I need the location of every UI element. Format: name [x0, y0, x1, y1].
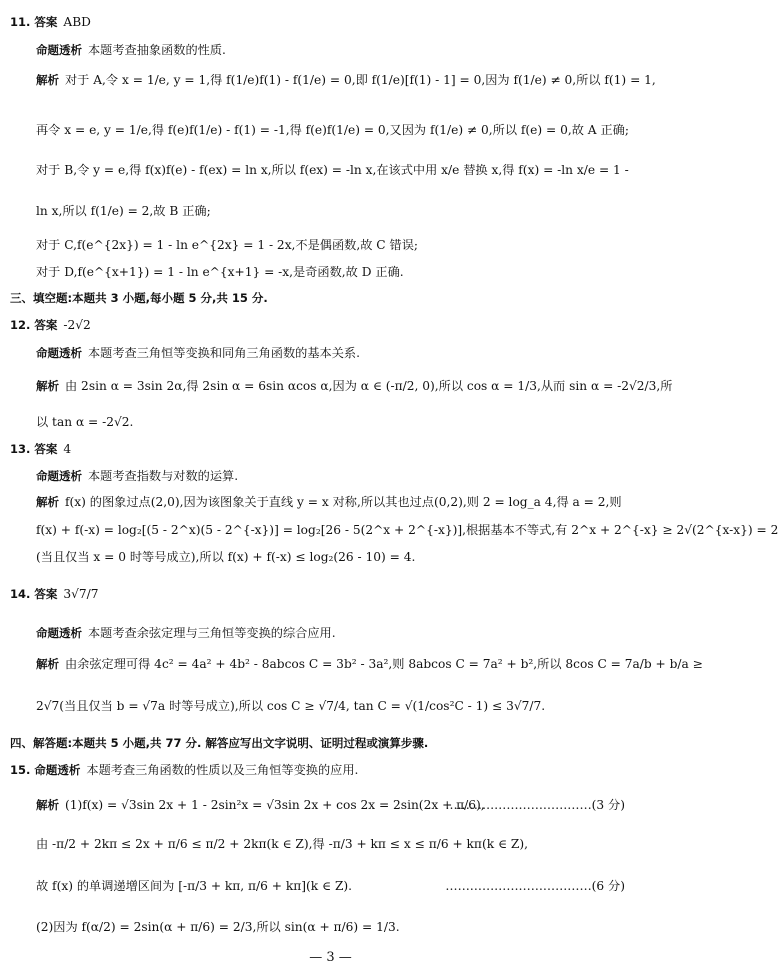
q13-sol-3 [36, 549, 643, 565]
q12-sol-1 [36, 378, 673, 394]
sec3-text: 三、填空题:本题共 3 小题,每小题 5 分,共 15 分. [10, 291, 268, 305]
q15-sol-1-text: (1)f(x) = √3sin 2x + 1 - 2sin²x = √3sin 2x + cos 2x = 2sin(2x + π/6), [65, 798, 485, 812]
q11-sol-4-text: ln x,所以 f(1/e) = 2,故 B 正确; [36, 204, 211, 218]
q11-sol-2-text: 再令 x = e, y = 1/e,得 f(e)f(1/e) - f(1) = -1,得 f(e)f(1/e) = 0,又因为 f(1/e) ≠ 0,所以 f(e) = 0,故 A 正确; [36, 123, 629, 137]
q13-analysis-text: 本题考查指数与对数的运算. [88, 469, 239, 483]
q11-sol-1-text: 对于 A,令 x = 1/e, y = 1,得 f(1/e)f(1) - f(1/e) = 0,即 f(1/e)[f(1) - 1] = 0,因为 f(1/e) ≠ 0,所以 f(1) = 1, [65, 73, 656, 87]
q13-analysis [36, 468, 643, 484]
q14-answer-text: 3√7/7 [63, 587, 99, 601]
q15-sol-3 [36, 878, 643, 894]
q15-sol-2-text: 由 -π/2 + 2kπ ≤ 2x + π/6 ≤ π/2 + 2kπ(k ∈ Z),得 -π/3 + kπ ≤ x ≤ π/6 + kπ(k ∈ Z), [36, 837, 528, 851]
q13-sol-1-text: f(x) 的图象过点(2,0),因为该图象关于直线 y = x 对称,所以其也过点(0,2),则 2 = log_a 4,得 a = 2,则 [65, 495, 622, 509]
q11-answer [10, 14, 643, 30]
q12-sol-1-label: 解析 [36, 379, 59, 393]
q11-sol-2 [36, 122, 643, 138]
q14-analysis-text: 本题考查余弦定理与三角恒等变换的综合应用. [88, 626, 336, 640]
q11-sol-6 [36, 264, 643, 280]
q15-sol-4-text: (2)因为 f(α/2) = 2sin(α + π/6) = 2/3,所以 sin(α + π/6) = 1/3. [36, 920, 400, 934]
q13-sol-2-text: f(x) + f(-x) = log₂[(5 - 2^x)(5 - 2^{-x})] = log₂[26 - 5(2^x + 2^{-x})],根据基本不等式,有 2^x + 2^{-x} ≥ 2√(2^{x-x}) = 2 [36, 523, 778, 537]
q15-sol-2 [36, 836, 643, 852]
q11-sol-5 [36, 237, 643, 253]
q14-answer [10, 586, 643, 602]
q13-answer-text: 4 [63, 442, 72, 456]
q15-sol-3-score: ………………………………(6 分) [445, 879, 625, 893]
q14-sol-1-text: 由余弦定理可得 4c² = 4a² + 4b² - 8abcos C = 3b² - 3a²,则 8abcos C = 7a² + b²,所以 8cos C = 7a/b + b/a ≥ [65, 657, 703, 671]
q11-analysis-label: 命题透析 [36, 43, 82, 57]
q12-answer [10, 317, 643, 333]
q15-analysis-text: 本题考查三角函数的性质以及三角恒等变换的应用. [86, 763, 359, 777]
q12-answer-text: -2√2 [63, 318, 91, 332]
q13-sol-1-label: 解析 [36, 495, 59, 509]
q14-sol-1-label: 解析 [36, 657, 59, 671]
q14-answer-label: 14. 答案 [10, 587, 58, 601]
q12-sol-2 [36, 414, 643, 430]
q11-sol-1 [36, 72, 656, 88]
q14-analysis-label: 命题透析 [36, 626, 82, 640]
q11-answer-label: 11. 答案 [10, 15, 58, 29]
q11-analysis [36, 42, 643, 58]
q15-sol-1 [36, 797, 643, 813]
q15-sol-1-label: 解析 [36, 798, 59, 812]
q13-answer [10, 441, 643, 457]
q15-sol-3-text: 故 f(x) 的单调递增区间为 [-π/3 + kπ, π/6 + kπ](k ∈ Z). [36, 879, 353, 893]
q13-sol-1 [36, 494, 643, 510]
q11-sol-6-text: 对于 D,f(e^{x+1}) = 1 - ln e^{x+1} = -x,是奇函数,故 D 正确. [36, 265, 404, 279]
q15-analysis [10, 762, 643, 778]
q13-answer-label: 13. 答案 [10, 442, 58, 456]
q13-analysis-label: 命题透析 [36, 469, 82, 483]
q12-analysis-text: 本题考查三角恒等变换和同角三角函数的基本关系. [88, 346, 360, 360]
q12-answer-label: 12. 答案 [10, 318, 58, 332]
q15-sol-4 [36, 919, 643, 935]
sec4 [10, 735, 643, 751]
q11-analysis-text: 本题考查抽象函数的性质. [88, 43, 226, 57]
q15-sol-1-score: ………………………………(3 分) [445, 798, 625, 812]
sec3 [10, 290, 643, 306]
q11-sol-3-text: 对于 B,令 y = e,得 f(x)f(e) - f(ex) = ln x,所以 f(ex) = -ln x,在该式中用 x/e 替换 x,得 f(x) = -ln x/e = 1 - [36, 163, 629, 177]
q11-sol-4 [36, 203, 643, 219]
q15-analysis-label: 15. 命题透析 [10, 763, 81, 777]
q12-sol-1-text: 由 2sin α = 3sin 2α,得 2sin α = 6sin αcos α,因为 α ∈ (-π/2, 0),所以 cos α = 1/3,从而 sin α = -2√2/3,所 [65, 379, 673, 393]
q12-sol-2-text: 以 tan α = -2√2. [36, 415, 134, 429]
q14-sol-2 [36, 698, 643, 714]
page-number: — 3 — [309, 950, 352, 965]
q14-analysis [36, 625, 643, 641]
q13-sol-2 [36, 522, 778, 538]
q12-analysis-label: 命题透析 [36, 346, 82, 360]
q12-analysis [36, 345, 643, 361]
q11-sol-3 [36, 162, 643, 178]
q13-sol-3-text: (当且仅当 x = 0 时等号成立),所以 f(x) + f(-x) ≤ log₂(26 - 10) = 4. [36, 550, 416, 564]
q11-sol-1-label: 解析 [36, 73, 59, 87]
q14-sol-1 [36, 656, 703, 672]
q14-sol-2-text: 2√7(当且仅当 b = √7a 时等号成立),所以 cos C ≥ √7/4, tan C = √(1/cos²C - 1) ≤ 3√7/7. [36, 699, 546, 713]
q11-sol-5-text: 对于 C,f(e^{2x}) = 1 - ln e^{2x} = 1 - 2x,不是偶函数,故 C 错误; [36, 238, 418, 252]
q11-answer-text: ABD [63, 15, 91, 29]
sec4-text: 四、解答题:本题共 5 小题,共 77 分. 解答应写出文字说明、证明过程或演算步骤. [10, 736, 429, 750]
